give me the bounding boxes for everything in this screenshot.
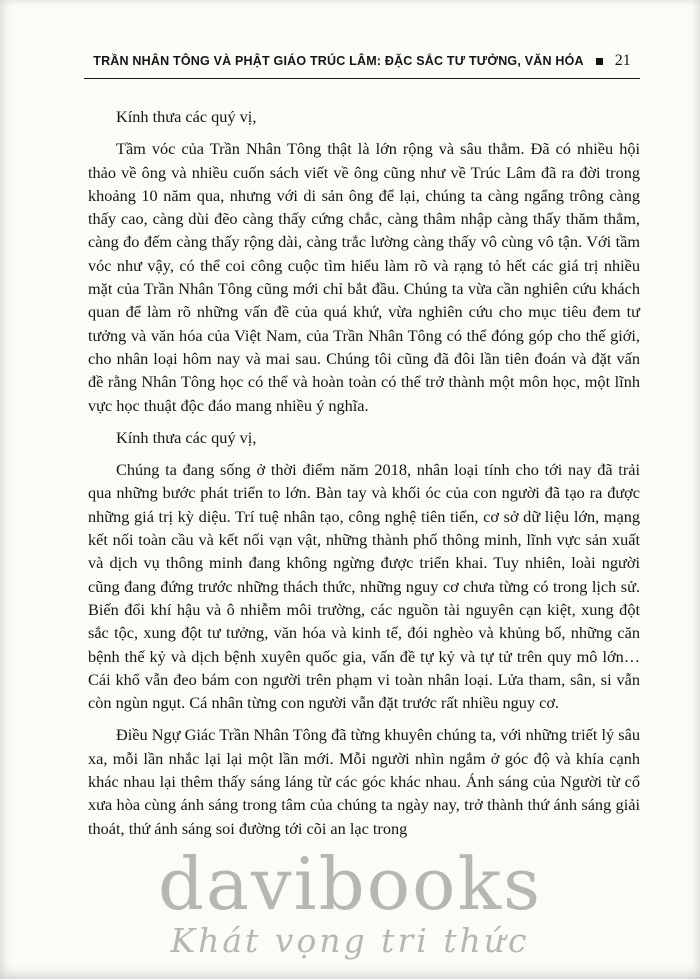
body-text [88,100,640,849]
paragraph-salutation-1: Kính thưa các quý vị, [116,107,257,126]
paragraph-3: Điều Ngự Giác Trần Nhân Tông đã từng khuyên chúng ta, với những triết lý sâu xa, mỗi lần nhắc lại lại một lần mới. Mỗi người nhìn ngắm ở góc độ và khía cạnh khác nhau lại thêm thấy sáng láng từ các góc khác nhau. Ánh sáng của Người từ cổ xưa hòa cùng ánh sáng trong tâm của chúng ta ngày nay, trở thành thứ ánh sáng giải thoát, thứ ánh sáng soi đường tới cõi an lạc trong [88,725,640,838]
header-divider [84,78,640,79]
watermark [0,842,700,961]
square-bullet-icon [596,58,603,65]
page-header [84,52,640,70]
paragraph-2: Chúng ta đang sống ở thời điểm năm 2018, nhân loại tính cho tới nay đã trải qua những bước phát triển to lớn. Bàn tay và khối óc của con người đã tạo ra được những giá trị kỳ diệu. Trí tuệ nhân tạo, công nghệ tiên tiến, cơ sở dữ liệu lớn, mạng kết nối toàn cầu và kết nối vạn vật, những thành phố thông minh, lĩnh vực sản xuất và dịch vụ thông minh đang không ngừng được triển khai. Tuy nhiên, loài người cũng đang đứng trước những thách thức, những nguy cơ chưa từng có trong lịch sử. Biến đổi khí hậu và ô nhiễm môi trường, các nguồn tài nguyên cạn kiệt, xung đột sắc tộc, xung đột tư tưởng, văn hóa và kinh tế, đói nghèo và khủng bố, những căn bệnh thế kỷ và dịch bệnh xuyên quốc gia, vấn đề tự kỷ và tự tử trên quy mô lớn… Cái khổ vẫn đeo bám con người trên phạm vi toàn nhân loại. Lửa tham, sân, si vẫn còn ngùn ngụt. Cá nhân từng con người vẫn đặt trước rất nhiều nguy cơ. [88,460,640,713]
paragraph-1: Tầm vóc của Trần Nhân Tông thật là lớn rộng và sâu thẳm. Đã có nhiều hội thảo về ông và nhiều cuốn sách viết về ông cũng như về Trúc Lâm đã ra đời trong khoảng 10 năm qua, nhưng với di sản ông để lại, chúng ta càng ngẩng trông càng thấy cao, càng dùi đẽo càng thấy cứng chắc, càng thâm nhập càng thấy thăm thẳm, càng đo đếm càng thấy rộng dài, càng trắc lường càng thấy vô cùng vô tận. Với tầm vóc như vậy, có thể coi công cuộc tìm hiểu làm rõ và rạng tỏ hết các giá trị nhiều mặt của Trần Nhân Tông cũng mới chỉ bắt đầu. Chúng ta vừa cần nghiên cứu khách quan để làm rõ những vấn đề của quá khứ, vừa nghiên cứu cho mục tiêu đem tư tưởng và văn hóa của Việt Nam, của Trần Nhân Tông có thể đóng góp cho thế giới, cho nhân loại hôm nay và mai sau. Chúng tôi cũng đã đôi lần tiên đoán và đặt vấn đề rằng Nhân Tông học có thể và hoàn toàn có thể trở thành một môn học, một lĩnh vực học thuật độc đáo mang nhiều ý nghĩa. [88,139,640,415]
watermark-tagline: Khát vọng tri thức [170,921,530,960]
running-title: TRẦN NHÂN TÔNG VÀ PHẬT GIÁO TRÚC LÂM: ĐẶC SẮC TƯ TƯỞNG, VĂN HÓA [93,54,584,68]
paragraph-salutation-2: Kính thưa các quý vị, [116,427,257,447]
watermark-logo: davibooks [157,842,543,926]
page-number: 21 [614,52,631,69]
